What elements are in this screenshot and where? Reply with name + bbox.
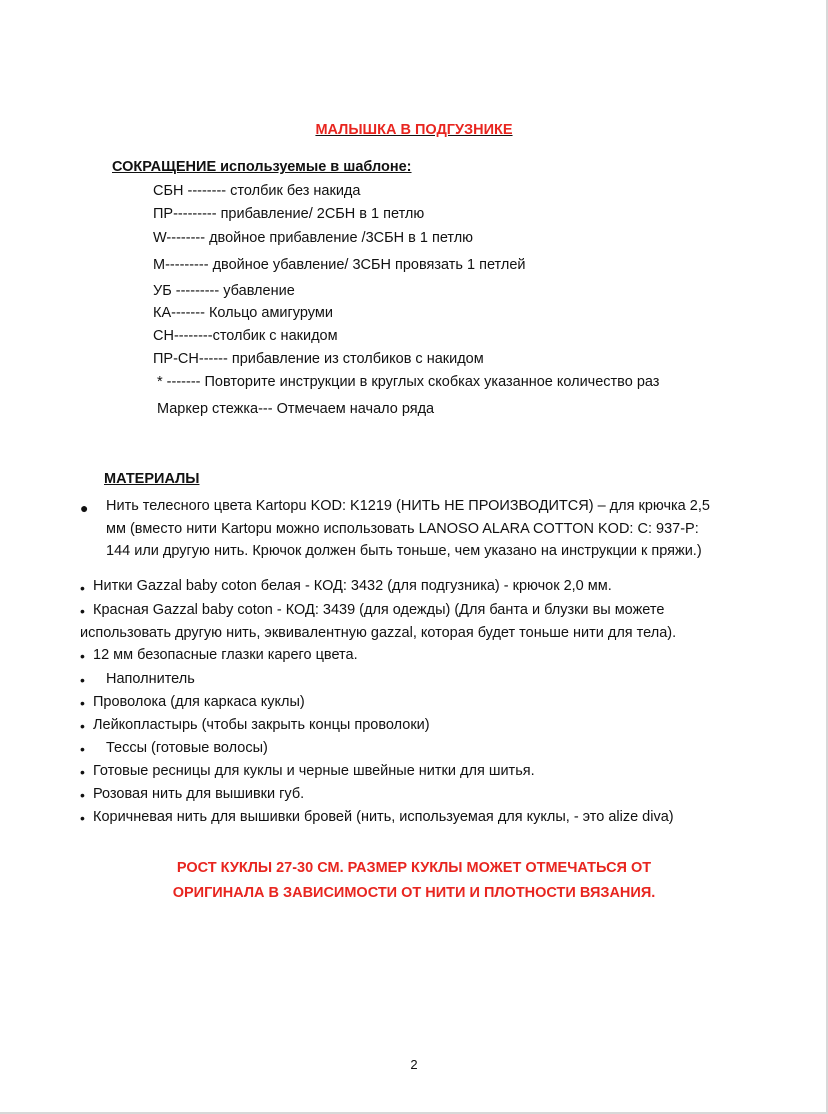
bullet-icon: • (80, 648, 85, 664)
bullet-icon: • (80, 741, 85, 757)
abbreviations-heading: СОКРАЩЕНИЕ используемые в шаблоне: (112, 159, 412, 175)
abbreviation-item: Маркер стежка--- Отмечаем начало ряда (157, 401, 435, 417)
document-title: МАЛЫШКА В ПОДГУЗНИКЕ (315, 122, 513, 138)
materials-item: Красная Gazzal baby coton - КОД: 3439 (для одежды) (Для банта и блузки вы можете использовать другую нить, эквивалентную gazzal, которая будет тоньше нити для тела). (80, 602, 677, 641)
materials-heading: МАТЕРИАЛЫ (104, 471, 200, 487)
bullet-icon: ● (80, 500, 89, 516)
bullet-icon: • (80, 695, 85, 711)
page-number: 2 (410, 1057, 418, 1072)
abbreviation-item: СН--------столбик с накидом (153, 328, 338, 344)
bullet-icon: • (80, 580, 85, 596)
materials-item: 12 мм безопасные глазки карего цвета. (93, 647, 358, 663)
materials-item: Проволока (для каркаса куклы) (93, 694, 305, 710)
bullet-icon: • (80, 672, 85, 688)
materials-item: Наполнитель (106, 671, 195, 687)
bullet-icon: • (80, 603, 85, 619)
materials-item: Готовые ресницы для куклы и черные швейные нитки для шитья. (93, 763, 535, 779)
bullet-icon: • (80, 810, 85, 826)
size-note-line-1: РОСТ КУКЛЫ 27-30 СМ. РАЗМЕР КУКЛЫ МОЖЕТ ОТМЕЧАТЬСЯ ОТ (176, 860, 652, 876)
materials-item: Розовая нить для вышивки губ. (93, 786, 305, 802)
abbreviation-item: СБН -------- столбик без накида (153, 183, 361, 199)
abbreviation-item: КА------- Кольцо амигуруми (153, 305, 333, 321)
abbreviation-item: W-------- двойное прибавление /3СБН в 1 петлю (153, 230, 474, 246)
abbreviation-item: * ------- Повторите инструкции в круглых скобках указанное количество раз (157, 374, 660, 390)
materials-item: Коричневая нить для вышивки бровей (нить, используемая для куклы, - это alize diva) (93, 809, 674, 825)
materials-item: Тессы (готовые волосы) (106, 740, 268, 756)
materials-item: Лейкопластырь (чтобы закрыть концы проволоки) (93, 717, 430, 733)
bullet-icon: • (80, 718, 85, 734)
abbreviation-item: ПР-СН------ прибавление из столбиков с накидом (153, 351, 484, 367)
materials-item: Нить телесного цвета Kartopu KOD: K1219 (НИТЬ НЕ ПРОИЗВОДИТСЯ) – для крючка 2,5 мм (вместо нити Kartopu можно использовать LANOSO ALARA COTTON KOD: C: 937-P: 144 или другую нить. Крючок должен быть тоньше, чем указано на инструкции к пряжи.) (106, 498, 710, 559)
materials-item: Нитки Gazzal baby coton белая - КОД: 3432 (для подгузника) - крючок 2,0 мм. (93, 578, 612, 594)
size-note-line-2: ОРИГИНАЛА В ЗАВИСИМОСТИ ОТ НИТИ И ПЛОТНОСТИ ВЯЗАНИЯ. (172, 885, 656, 901)
abbreviation-item: ПР--------- прибавление/ 2СБН в 1 петлю (153, 206, 425, 222)
bullet-icon: • (80, 787, 85, 803)
abbreviation-item: УБ --------- убавление (153, 283, 295, 299)
abbreviation-item: М--------- двойное убавление/ 3СБН провязать 1 петлей (153, 257, 526, 273)
bullet-icon: • (80, 764, 85, 780)
